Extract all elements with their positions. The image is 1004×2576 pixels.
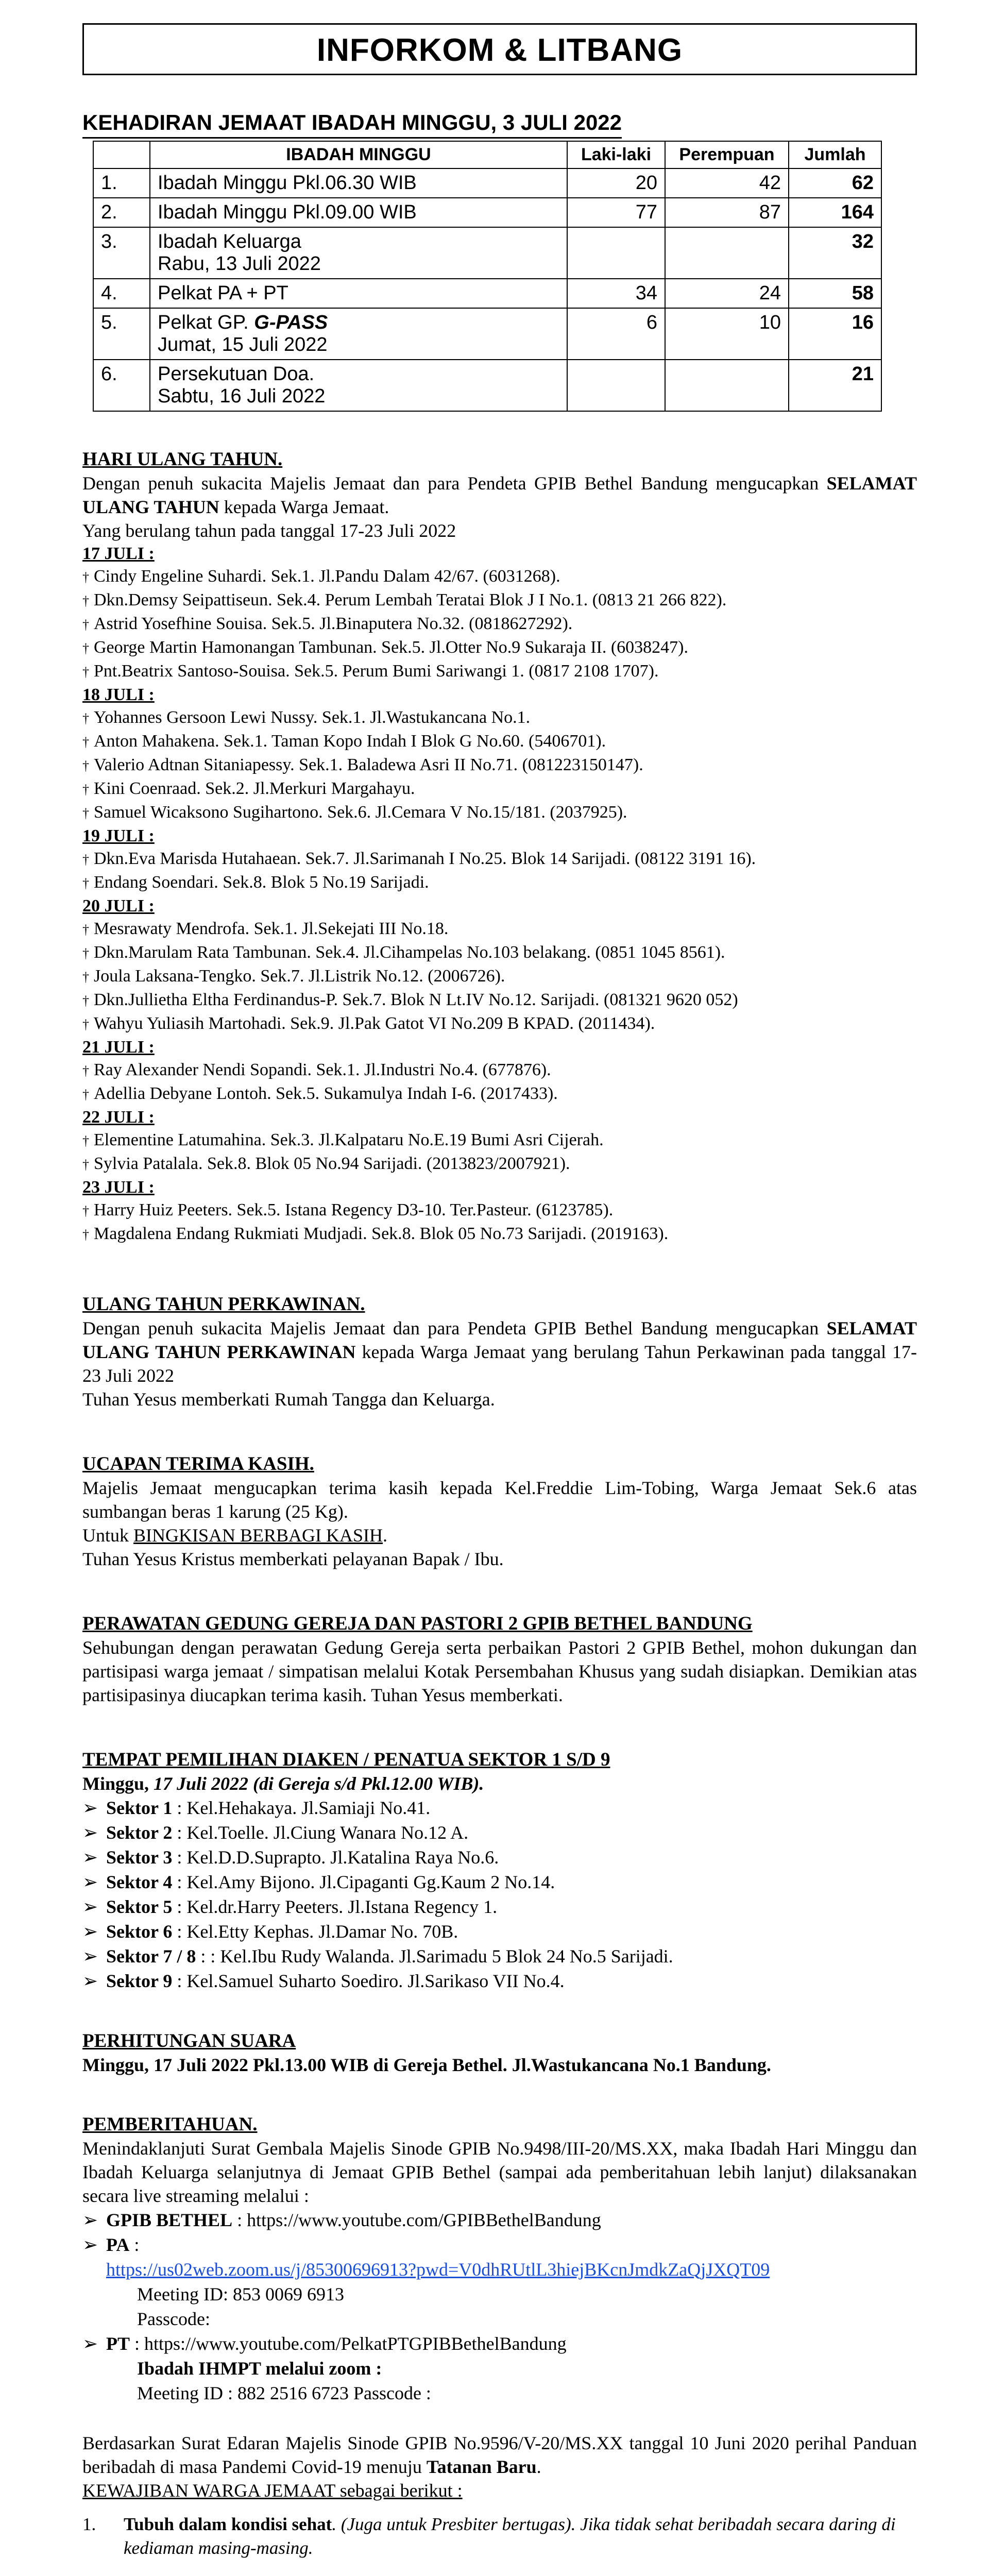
sector-item [82, 1795, 917, 1820]
stream-pt-link[interactable]: : https://www.youtube.com/PelkatPTGPIBBethelBandung [130, 2333, 567, 2354]
birthday-day [82, 1036, 917, 1106]
birthday-person-text: Pnt.Beatrix Santoso-Souisa. Sek.5. Perum Bumi Sariwangi 1. (0817 2108 1707). [94, 662, 659, 681]
sector-label: Sektor 6 [106, 1921, 173, 1942]
candle-icon: † [82, 876, 89, 891]
pa-meeting-id: Meeting ID: 853 0069 6913 [137, 2284, 344, 2304]
male-count: 20 [567, 168, 665, 198]
service-date: Jumat, 15 Juli 2022 [158, 334, 328, 355]
birthday-person-text: Ray Alexander Nendi Sopandi. Sek.1. Jl.Industri No.4. (677876). [94, 1060, 551, 1079]
candle-icon: † [82, 1227, 89, 1242]
stream-pt: ➢ PT : https://www.youtube.com/PelkatPTGPIBBethelBandung Ibadah IHMPT melalui zoom : Meeting ID : 882 2516 6723 Passcode : [82, 2331, 917, 2405]
row-service [150, 168, 567, 198]
check-icon: ➢ [82, 1971, 98, 1991]
sector-item [82, 1919, 917, 1944]
sector-item [82, 1820, 917, 1845]
attendance-row [93, 198, 881, 227]
birthday-person [82, 754, 917, 777]
rule-number: 1. [82, 2514, 96, 2534]
birthday-person [82, 1153, 917, 1176]
birthday-section [82, 448, 917, 1246]
birthday-person-text: Anton Mahakena. Sek.1. Taman Kopo Indah I Blok G No.60. (5406701). [94, 732, 606, 751]
candle-icon: † [82, 782, 89, 797]
sector-label: Sektor 4 [106, 1872, 173, 1892]
birthday-person-text: Harry Huiz Peeters. Sek.5. Istana Regency D3-10. Ter.Pasteur. (6123785). [94, 1200, 614, 1219]
stream-list [82, 2208, 917, 2405]
check-icon: ➢ [82, 1921, 98, 1942]
col-service: IBADAH MINGGU [150, 141, 567, 168]
vote-count-title: PERHITUNGAN SUARA [82, 2030, 296, 2052]
birthday-date: 17 JULI : [82, 544, 155, 563]
row-service [150, 227, 567, 279]
birthday-person [82, 965, 917, 989]
sector-item [82, 1944, 917, 1969]
service-name: Persekutuan Doa. [158, 363, 315, 385]
col-male: Laki-laki [567, 141, 665, 168]
birthday-person [82, 848, 917, 871]
attendance-row [93, 227, 881, 279]
check-icon: ➢ [82, 1798, 98, 1818]
row-number: 3. [93, 227, 150, 279]
birthday-person [82, 1223, 917, 1246]
total-count: 62 [789, 168, 881, 198]
thanks-text: Majelis Jemaat mengucapkan terima kasih kepada Kel.Freddie Lim-Tobing, Warga Jemaat Sek.6 atas sumbangan beras 1 karung (25 Kg). [82, 1478, 917, 1522]
birthday-day [82, 825, 917, 895]
birthday-person-text: Endang Soendari. Sek.8. Blok 5 No.19 Sarijadi. [94, 873, 429, 892]
birthday-day [82, 1176, 917, 1246]
birthday-person-text: Dkn.Marulam Rata Tambunan. Sek.4. Jl.Cihampelas No.103 belakang. (0851 1045 8561). [94, 943, 725, 962]
total-count: 164 [789, 198, 881, 227]
candle-icon: † [82, 806, 89, 821]
candle-icon: † [82, 735, 89, 750]
row-service [150, 279, 567, 308]
sector-label: Sektor 3 [106, 1847, 173, 1868]
sector-item [82, 1969, 917, 1993]
notice-title: PEMBERITAHUAN. [82, 2114, 258, 2135]
birthday-intro: Dengan penuh sukacita Majelis Jemaat dan para Pendeta GPIB Bethel Bandung mengucapkan SELAMAT ULANG TAHUN kepada Warga Jemaat. [82, 473, 917, 517]
female-count: 10 [665, 308, 789, 360]
male-count: 77 [567, 198, 665, 227]
notice-text: Menindaklanjuti Surat Gembala Majelis Sinode GPIB No.9498/III-20/MS.XX, maka Ibadah Hari Minggu dan Ibadah Keluarga selanjutnya di Jemaat GPIB Bethel (sampai ada pemberitahuan lebih lanjut) dilaksanakan secara live streaming melalui : [82, 2138, 917, 2206]
sector-address: : Kel.Toelle. Jl.Ciung Wanara No.12 A. [172, 1822, 469, 1843]
check-icon: ➢ [82, 2210, 98, 2230]
rules-list [82, 2513, 917, 2576]
birthday-person [82, 941, 917, 965]
birthday-person-text: Astrid Yosefhine Souisa. Sek.5. Jl.Binaputera No.32. (0818627292). [94, 614, 573, 633]
row-number: 6. [93, 360, 150, 411]
check-icon: ➢ [82, 1896, 98, 1917]
birthday-person [82, 1129, 917, 1153]
col-female: Perempuan [665, 141, 789, 168]
birthday-date: 22 JULI : [82, 1108, 155, 1127]
sector-address: : Kel.Samuel Suharto Soedirо. Jl.Sarikaso VII No.4. [172, 1971, 565, 1991]
birthday-person [82, 871, 917, 895]
female-count [665, 360, 789, 411]
page-title: INFORKOM & LITBANG [82, 23, 917, 75]
male-count [567, 227, 665, 279]
total-count: 16 [789, 308, 881, 360]
sector-label: Sektor 1 [106, 1798, 173, 1818]
bulletin-page [82, 23, 917, 2576]
candle-icon: † [82, 993, 89, 1008]
birthday-person [82, 1012, 917, 1036]
wedding-blessing: Tuhan Yesus memberkati Rumah Tangga dan Keluarga. [82, 1389, 495, 1410]
service-name: Pelkat GP. G-PASS [158, 312, 328, 333]
birthday-date: 21 JULI : [82, 1038, 155, 1057]
female-count: 42 [665, 168, 789, 198]
birthday-person [82, 1082, 917, 1106]
service-date: Rabu, 13 Juli 2022 [158, 253, 321, 275]
wedding-title: ULANG TAHUN PERKAWINAN. [82, 1294, 365, 1315]
birthday-person-text: Kini Coenraad. Sek.2. Jl.Merkuri Margahayu. [94, 779, 415, 798]
sector-address: : Kel.Etty Kephas. Jl.Damar No. 70B. [172, 1921, 458, 1942]
election-section [82, 1748, 917, 1993]
total-count: 21 [789, 360, 881, 411]
female-count [665, 227, 789, 279]
obligations-heading: KEWAJIBAN WARGA JEMAAT sebagai berikut : [82, 2480, 463, 2501]
attendance-table [93, 141, 882, 412]
birthday-person [82, 777, 917, 801]
birthday-person [82, 1059, 917, 1082]
attendance-heading: KEHADIRAN JEMAAT IBADAH MINGGU, 3 JULI 2022 [82, 110, 622, 139]
rule-item [82, 2513, 917, 2560]
row-service [150, 308, 567, 360]
candle-icon: † [82, 1157, 89, 1172]
thanks-section [82, 1452, 917, 1571]
row-number: 1. [93, 168, 150, 198]
birthday-person-text: Adellia Debyane Lontoh. Sek.5. Sukamulya Indah I-6. (2017433). [94, 1084, 558, 1103]
election-date: Minggu, 17 Juli 2022 (di Gereja s/d Pkl.12.00 WIB). [82, 1773, 484, 1794]
candle-icon: † [82, 711, 89, 726]
thanks-title: UCAPAN TERIMA KASIH. [82, 1453, 314, 1475]
total-count: 32 [789, 227, 881, 279]
attendance-header-row [93, 141, 881, 168]
sector-address: : Kel.Hehakaya. Jl.Samiaji No.41. [172, 1798, 431, 1818]
candle-icon: † [82, 946, 89, 961]
attendance-row [93, 308, 881, 360]
service-date: Sabtu, 16 Juli 2022 [158, 385, 326, 407]
stream-gpib: ➢ GPIB BETHEL : https://www.youtube.com/GPIBBethelBandung [82, 2208, 917, 2232]
birthday-person-text: Valerio Adtnan Sitaniapessy. Sek.1. Baladewa Asri II No.71. (081223150147). [94, 755, 643, 774]
candle-icon: † [82, 570, 89, 585]
birthday-person [82, 801, 917, 825]
birthday-person-text: Samuel Wicaksono Sugihartono. Sek.6. Jl.Cemara V No.15/181. (2037925). [94, 803, 627, 822]
row-service [150, 198, 567, 227]
sector-label: Sektor 9 [106, 1971, 173, 1991]
sector-address: : Kel.dr.Harry Peeters. Jl.Istana Regency 1. [172, 1896, 498, 1917]
birthday-person-text: Dkn.Jullietha Eltha Ferdinandus-P. Sek.7. Blok N Lt.IV No.12. Sarijadi. (081321 9620 052) [94, 990, 738, 1009]
birthday-person [82, 730, 917, 754]
pt-zoom-label: Ibadah IHMPT melalui zoom : [137, 2358, 382, 2379]
birthday-person-text: Dkn.Eva Marisda Hutahaean. Sek.7. Jl.Sarimanah I No.25. Blok 14 Sarijadi. (08122 3191 16). [94, 849, 756, 868]
birthday-date: 19 JULI : [82, 826, 155, 845]
rule-detail: . (Juga untuk Presbiter bertugas). Jika tidak sehat beribadah secara daring di kediaman masing-masing. [124, 2514, 896, 2558]
birthday-person [82, 636, 917, 660]
candle-icon: † [82, 665, 89, 680]
pa-passcode: Passcode: [137, 2309, 210, 2329]
birthday-list [82, 543, 917, 1246]
service-name: Pelkat PA + PT [158, 282, 288, 304]
row-number: 4. [93, 279, 150, 308]
thanks-gift: Untuk BINGKISAN BERBAGI KASIH. [82, 1525, 388, 1546]
row-service [150, 360, 567, 411]
stream-gpib-link[interactable]: : https://www.youtube.com/GPIBBethelBandung [232, 2210, 601, 2230]
female-count: 24 [665, 279, 789, 308]
sector-address: : : Kel.Ibu Rudy Walanda. Jl.Sarimadu 5 Blok 24 No.5 Sarijadi. [196, 1946, 673, 1967]
wedding-text: Dengan penuh sukacita Majelis Jemaat dan para Pendeta GPIB Bethel Bandung mengucapkan SELAMAT ULANG TAHUN PERKAWINAN kepada Warga Jemaat yang berulang Tahun Perkawinan pada tanggal 17-23 Juli 2022 [82, 1318, 917, 1386]
candle-icon: † [82, 1063, 89, 1078]
birthday-person-text: Mesrawaty Mendrofa. Sek.1. Jl.Sekejati III No.18. [94, 919, 449, 938]
birthday-person-text: Cindy Engeline Suhardi. Sek.1. Jl.Pandu Dalam 42/67. (6031268). [94, 567, 560, 586]
check-icon: ➢ [82, 1847, 98, 1868]
birthday-title: HARI ULANG TAHUN. [82, 449, 283, 470]
notice-section [82, 2113, 917, 2576]
row-number: 5. [93, 308, 150, 360]
attendance-row [93, 360, 881, 411]
check-icon: ➢ [82, 2234, 98, 2255]
check-icon: ➢ [82, 1872, 98, 1892]
maintenance-section [82, 1612, 917, 1707]
pt-meeting-id: Meeting ID : 882 2516 6723 Passcode : [137, 2383, 431, 2403]
birthday-date: 23 JULI : [82, 1178, 155, 1197]
vote-count-section [82, 2029, 917, 2077]
zoom-link[interactable]: https://us02web.zoom.us/j/85300696913?pwd=V0dhRUtlL3hiejBKcnJmdkZaQjJXQT09 [106, 2259, 770, 2280]
check-icon: ➢ [82, 1946, 98, 1967]
service-name: Ibadah Minggu Pkl.09.00 WIB [158, 201, 417, 223]
birthday-person-text: Dkn.Demsy Seipattiseun. Sek.4. Perum Lembah Teratai Blok J I No.1. (0813 21 266 822). [94, 590, 727, 609]
sector-label: Sektor 2 [106, 1822, 173, 1843]
candle-icon: † [82, 1087, 89, 1102]
check-icon: ➢ [82, 1822, 98, 1843]
candle-icon: † [82, 641, 89, 656]
total-count: 58 [789, 279, 881, 308]
candle-icon: † [82, 1204, 89, 1218]
candle-icon: † [82, 1017, 89, 1032]
male-count [567, 360, 665, 411]
attendance-row [93, 168, 881, 198]
birthday-person-text: George Martin Hamonangan Tambunan. Sek.5. Jl.Otter No.9 Sukaraja II. (6038247). [94, 638, 688, 657]
female-count: 87 [665, 198, 789, 227]
birthday-person [82, 660, 917, 684]
sector-item [82, 1845, 917, 1870]
maintenance-text: Sehubungan dengan perawatan Gedung Gereja serta perbaikan Pastori 2 GPIB Bethel, mohon dukungan dan partisipasi warga jemaat / simpatisan melalui Kotak Persembahan Khusus yang sudah disiapkan. Demikian atas partisipasinya diucapkan terima kasih. Tuhan Yesus memberkati. [82, 1637, 917, 1705]
candle-icon: † [82, 758, 89, 773]
circular-text: Berdasarkan Surat Edaran Majelis Sinode GPIB No.9596/V-20/MS.XX tanggal 10 Juni 2020 perihal Panduan beribadah di masa Pandemi Covid-19 menuju Tatanan Baru. [82, 2433, 917, 2477]
rule-key: Tubuh dalam kondisi sehat [124, 2514, 332, 2534]
wedding-section [82, 1293, 917, 1411]
male-count: 6 [567, 308, 665, 360]
sector-label: Sektor 5 [106, 1896, 173, 1917]
birthday-day [82, 895, 917, 1036]
birthday-date: 18 JULI : [82, 685, 155, 704]
candle-icon: † [82, 594, 89, 608]
birthday-person-text: Yohannes Gersoon Lewi Nussy. Sek.1. Jl.Wastukancana No.1. [94, 708, 531, 727]
birthday-date: 20 JULI : [82, 896, 155, 916]
col-no [93, 141, 150, 168]
birthday-person [82, 1199, 917, 1223]
maintenance-title: PERAWATAN GEDUNG GEREJA DAN PASTORI 2 GPIB BETHEL BANDUNG [82, 1613, 753, 1634]
candle-icon: † [82, 970, 89, 985]
vote-count-text: Minggu, 17 Juli 2022 Pkl.13.00 WIB di Gereja Bethel. Jl.Wastukancana No.1 Bandung. [82, 2055, 771, 2075]
sector-address: : Kel.D.D.Suprapto. Jl.Katalina Raya No.6. [172, 1847, 499, 1868]
col-total: Jumlah [789, 141, 881, 168]
thanks-blessing: Tuhan Yesus Kristus memberkati pelayanan Bapak / Ibu. [82, 1549, 504, 1569]
stream-pa: ➢ PA : https://us02web.zoom.us/j/85300696913?pwd=V0dhRUtlL3hiejBKcnJmdkZaQjJXQT09 Meeting ID: 853 0069 6913 Passcode: [82, 2232, 917, 2331]
birthday-person [82, 565, 917, 589]
candle-icon: † [82, 1133, 89, 1148]
birthday-person [82, 613, 917, 636]
sector-item [82, 1870, 917, 1894]
sector-label: Sektor 7 / 8 [106, 1946, 196, 1967]
birthday-person-text: Joula Laksana-Tengko. Sek.7. Jl.Listrik No.12. (2006726). [94, 967, 505, 986]
birthday-person-text: Sylvia Patalala. Sek.8. Blok 05 No.94 Sarijadi. (2013823/2007921). [94, 1154, 570, 1173]
birthday-person-text: Wahyu Yuliasih Martohadi. Sek.9. Jl.Pak Gatot VI No.209 B KPAD. (2011434). [94, 1014, 655, 1033]
birthday-person [82, 918, 917, 941]
attendance-row [93, 279, 881, 308]
candle-icon: † [82, 852, 89, 867]
sector-address: : Kel.Amy Bijono. Jl.Cipaganti Gg.Kaum 2 No.14. [172, 1872, 555, 1892]
service-name: Ibadah Keluarga [158, 231, 301, 252]
birthday-person [82, 706, 917, 730]
sector-list [82, 1795, 917, 1993]
birthday-day [82, 1106, 917, 1176]
birthday-person-text: Magdalena Endang Rukmiati Mudjadi. Sek.8. Blok 05 No.73 Sarijadi. (2019163). [94, 1224, 669, 1243]
birthday-person [82, 589, 917, 613]
male-count: 34 [567, 279, 665, 308]
birthday-day [82, 543, 917, 684]
sector-item [82, 1894, 917, 1919]
election-title: TEMPAT PEMILIHAN DIAKEN / PENATUA SEKTOR 1 S/D 9 [82, 1749, 610, 1770]
check-icon: ➢ [82, 2333, 98, 2354]
birthday-date-range: Yang berulang tahun pada tanggal 17-23 Juli 2022 [82, 520, 456, 541]
birthday-person [82, 989, 917, 1012]
candle-icon: † [82, 617, 89, 632]
service-name: Ibadah Minggu Pkl.06.30 WIB [158, 172, 417, 194]
row-number: 2. [93, 198, 150, 227]
candle-icon: † [82, 922, 89, 937]
birthday-day [82, 684, 917, 825]
birthday-person-text: Elementine Latumahina. Sek.3. Jl.Kalpataru No.E.19 Bumi Asri Cijerah. [94, 1130, 604, 1149]
